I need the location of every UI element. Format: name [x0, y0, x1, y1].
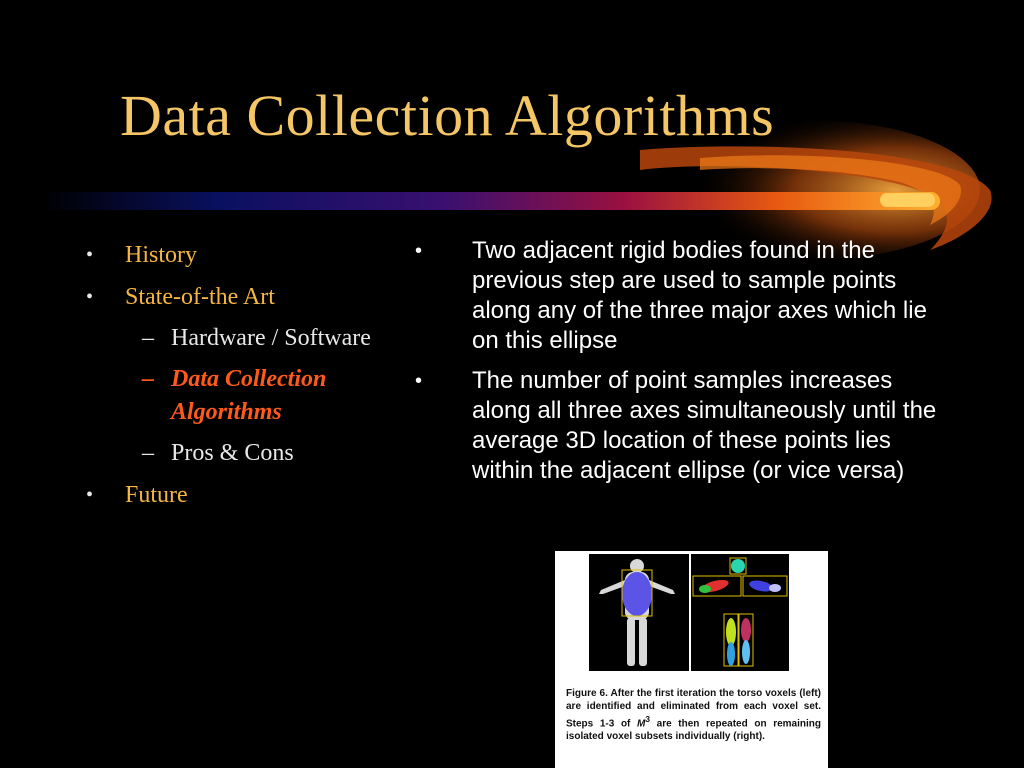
outline-label: Data Collection Algorithms [171, 366, 327, 425]
slide-title: Data Collection Algorithms [120, 83, 775, 148]
dash-icon: – [142, 440, 154, 466]
outline-subitem-pros-cons [86, 437, 376, 470]
outline-item-future [86, 478, 376, 512]
bullet-icon: • [86, 286, 94, 308]
caption-superscript: 3 [645, 714, 651, 724]
bullet-icon: • [415, 240, 423, 262]
figure-caption [566, 688, 821, 743]
content-text: The number of point samples increases along all three axes simultaneously until the average 3D location of these points lies within the adjacent ellipse (or vice versa) [472, 367, 937, 484]
caption-text: are then repeated on remaining isolated voxel subsets individually (right). [566, 718, 821, 742]
voxel-segmentation-image [589, 554, 789, 671]
outline-list [86, 238, 376, 520]
content-list [415, 236, 955, 496]
bullet-icon: • [415, 370, 423, 392]
dash-icon: – [142, 366, 154, 392]
outline-label: History [125, 242, 197, 268]
outline-item-history [86, 238, 376, 272]
outline-subitem-data-collection-algorithms [86, 363, 376, 429]
caption-text: Figure 6. After the first iteration the torso voxels (left) are identified and eliminated from each voxel set. Steps 1-3 of [566, 688, 821, 730]
caption-math: M [637, 718, 646, 730]
content-text: Two adjacent rigid bodies found in the previous step are used to sample points along any of the three major axes which lie on this ellipse [472, 237, 927, 354]
figure-voxel-segmentation [555, 551, 828, 768]
outline-item-state-of-the-art [86, 280, 376, 314]
content-bullet [415, 236, 955, 356]
bullet-icon: • [86, 484, 94, 506]
outline-subitem-hardware-software [86, 322, 376, 355]
outline-label: State-of-the Art [125, 284, 275, 310]
outline-label: Pros & Cons [171, 440, 294, 466]
content-bullet [415, 366, 955, 486]
outline-label: Hardware / Software [171, 325, 371, 351]
outline-label: Future [125, 482, 188, 508]
dash-icon: – [142, 325, 154, 351]
bullet-icon: • [86, 244, 94, 266]
